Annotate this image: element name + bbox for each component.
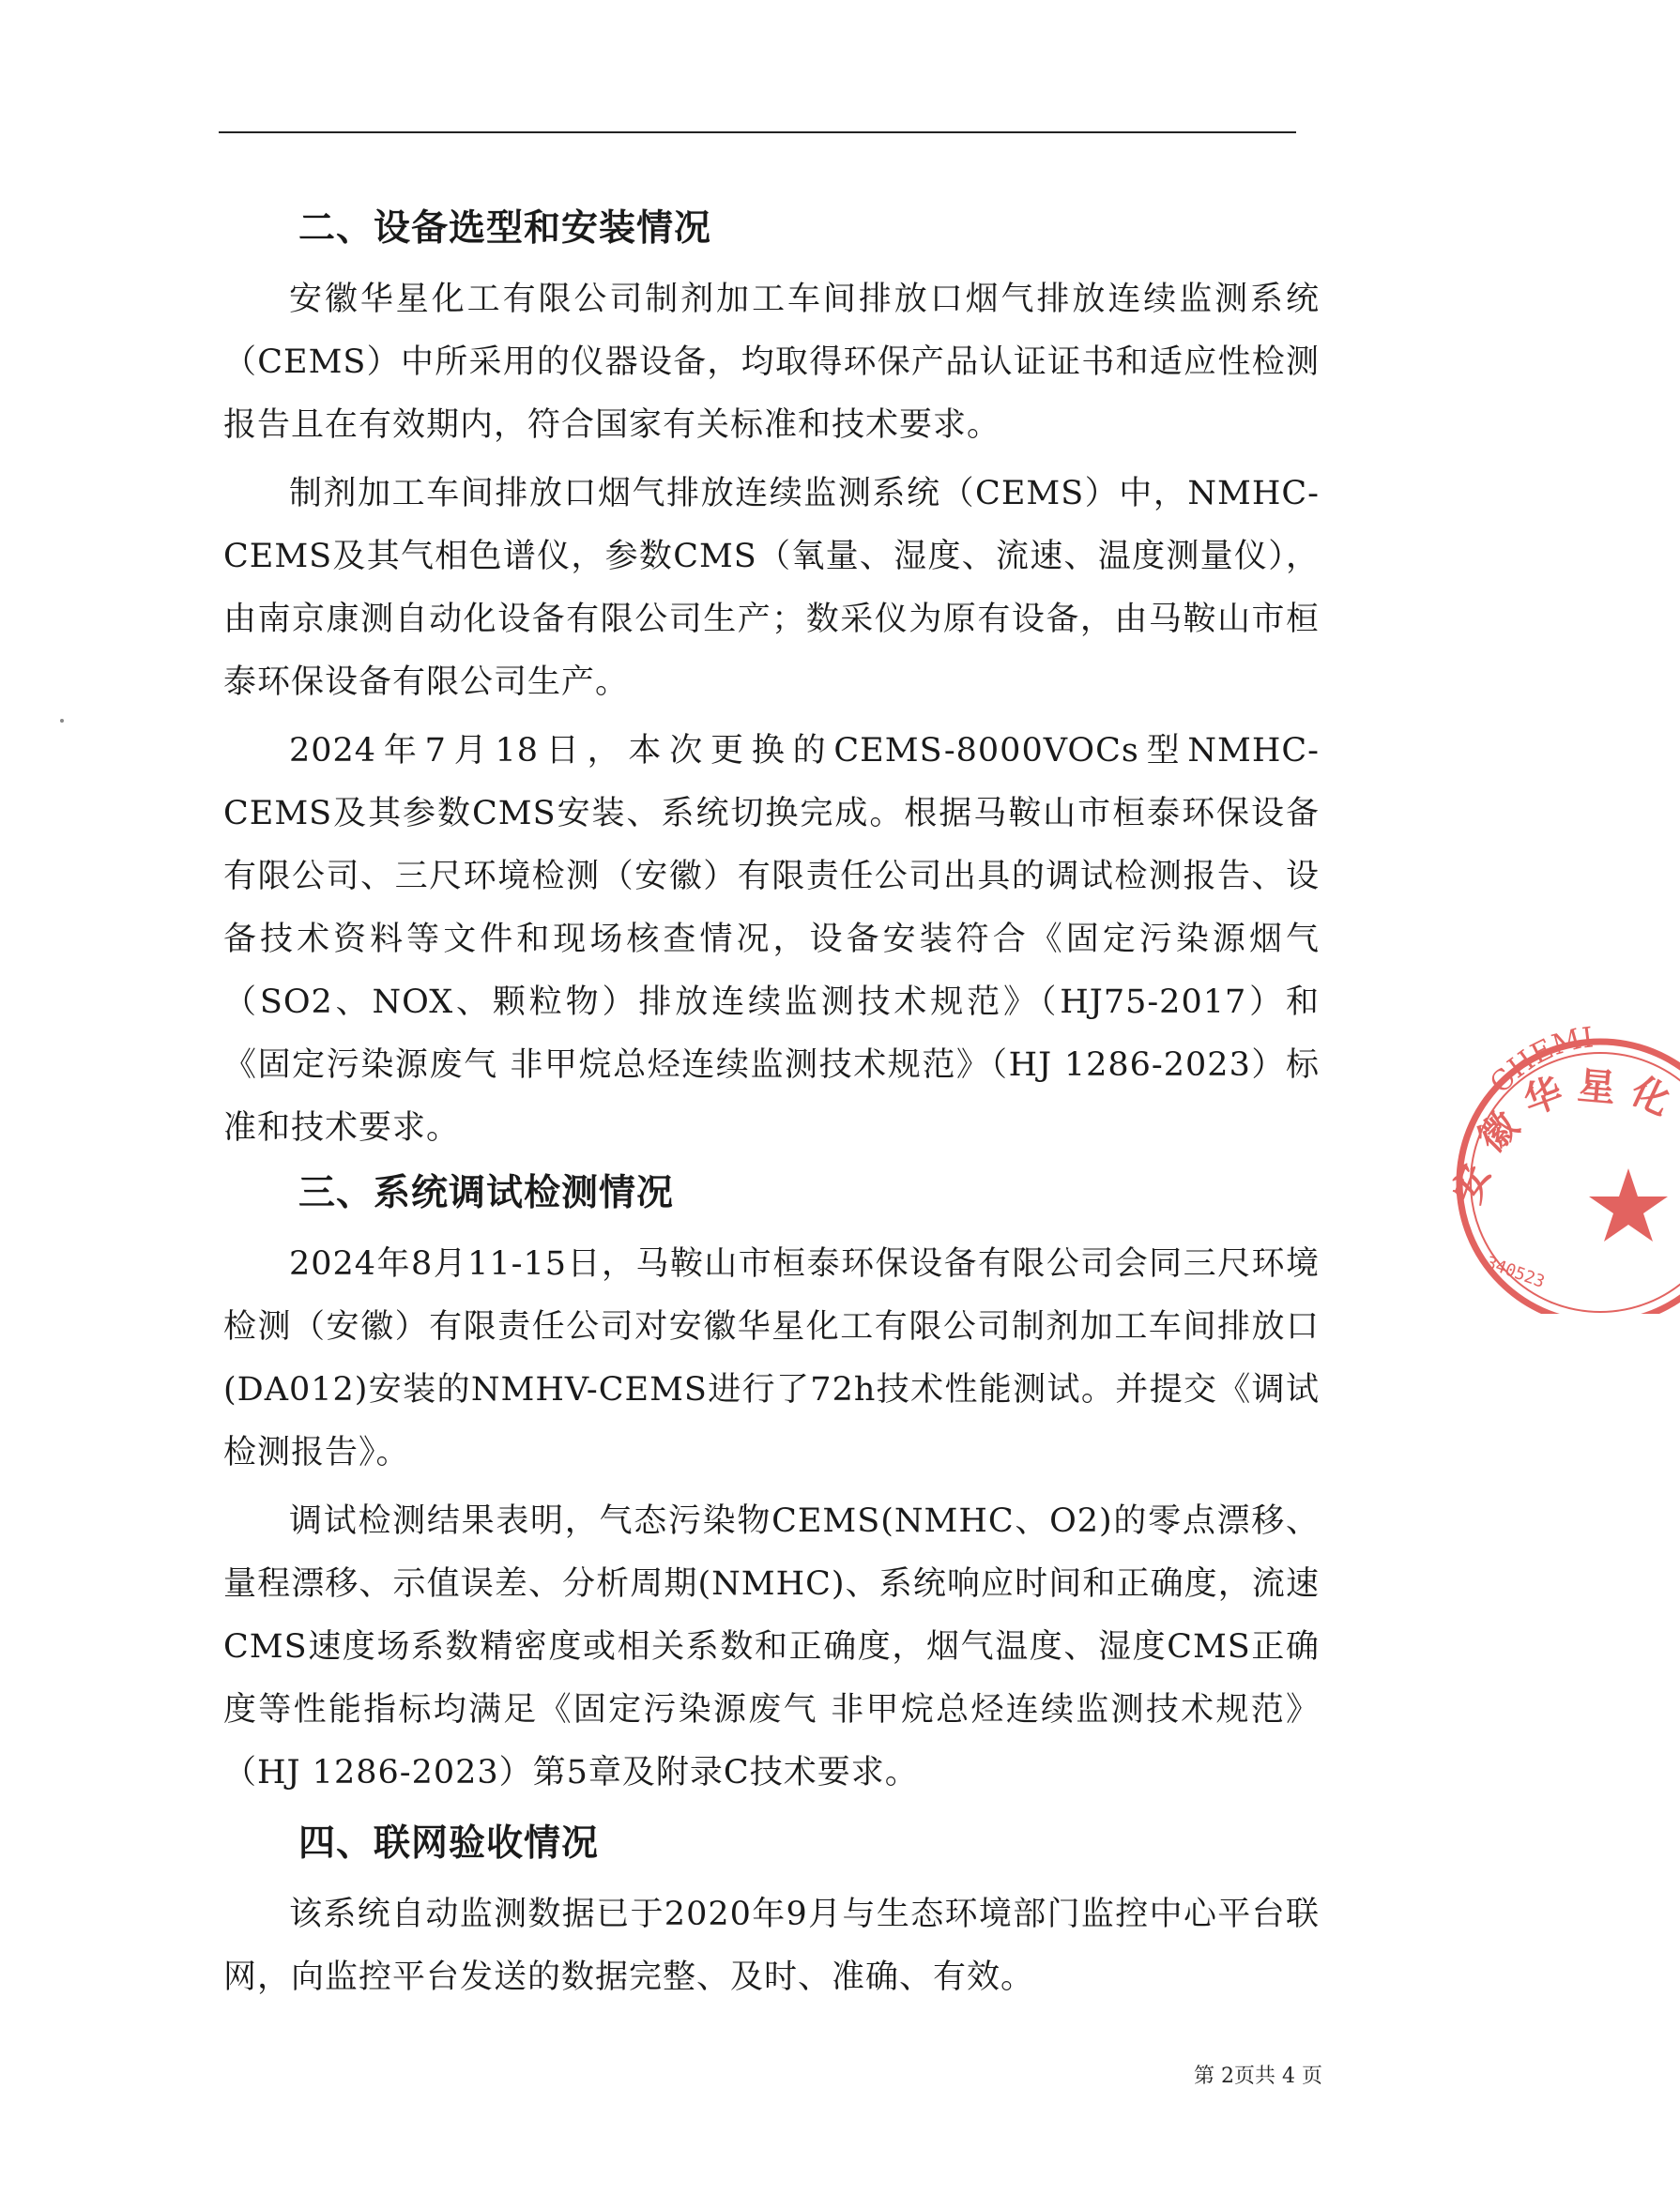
paragraph: 该系统自动监测数据已于2020年9月与生态环境部门监控中心平台联网，向监控平台发送的数据完整、及时、准确、有效。 bbox=[223, 1896, 1320, 1996]
section-commissioning bbox=[223, 1166, 1320, 1805]
paragraph: 2024年8月11-15日，马鞍山市桓泰环保设备有限公司会同三尺环境检测（安徽）有限责任公司对安徽华星化工有限公司制剂加工车间排放口(DA012)安装的NMHV-CEMS进行了72h技术性能测试。并提交《调试检测报告》。 bbox=[223, 1245, 1320, 1471]
section-heading: 三、系统调试检测情况 bbox=[298, 1172, 675, 1214]
company-seal-stamp bbox=[1436, 1014, 1680, 1314]
svg-text:340523: 340523 bbox=[1483, 1252, 1548, 1292]
section-heading: 四、联网验收情况 bbox=[298, 1822, 600, 1865]
svg-text:化: 化 bbox=[1624, 1069, 1677, 1124]
paragraph: 制剂加工车间排放口烟气排放连续监测系统（CEMS）中，NMHC-CEMS及其气相色谱仪，参数CMS（氧量、湿度、流速、温度测量仪），由南京康测自动化设备有限公司生产；数采仪为原有设备，由马鞍山市桓泰环保设备有限公司生产。 bbox=[223, 475, 1320, 701]
section-equipment bbox=[223, 201, 1320, 1160]
paragraph: 安徽华星化工有限公司制剂加工车间排放口烟气排放连续监测系统（CEMS）中所采用的仪器设备，均取得环保产品认证证书和适应性检测报告且在有效期内，符合国家有关标准和技术要求。 bbox=[223, 281, 1320, 444]
svg-text:安: 安 bbox=[1445, 1159, 1500, 1210]
svg-text:华: 华 bbox=[1518, 1070, 1569, 1124]
header-rule bbox=[219, 131, 1296, 133]
paragraph: 2024年7月18日，本次更换的CEMS-8000VOCs型NMHC-CEMS及其参数CMS安装、系统切换完成。根据马鞍山市桓泰环保设备有限公司、三尺环境检测（安徽）有限责任公司出具的调试检测报告、设备技术资料等文件和现场核查情况，设备安装符合《固定污染源烟气（SO2、NOX、颗粒物）排放连续监测技术规范》（HJ75-2017）和《固定污染源废气 非甲烷总烃连续监测技术规范》（HJ 1286-2023）标准和技术要求。 bbox=[223, 732, 1320, 1147]
section-network-acceptance bbox=[223, 1816, 1320, 2009]
svg-text:徽: 徽 bbox=[1470, 1104, 1528, 1162]
document-body bbox=[223, 197, 1320, 2015]
seal-latin-text: CHEMI bbox=[1484, 1021, 1596, 1101]
scan-speck bbox=[60, 719, 64, 723]
section-heading: 二、设备选型和安装情况 bbox=[298, 207, 712, 250]
paragraph: 调试检测结果表明，气态污染物CEMS(NMHC、O2)的零点漂移、量程漂移、示值误差、分析周期(NMHC)、系统响应时间和正确度，流速CMS速度场系数精密度或相关系数和正确度，烟气温度、湿度CMS正确度等性能指标均满足《固定污染源废气 非甲烷总烃连续监测技术规范》（HJ 1286-2023）第5章及附录C技术要求。 bbox=[223, 1502, 1320, 1791]
page-number: 第 2页共 4 页 bbox=[1194, 2065, 1322, 2088]
svg-text:星: 星 bbox=[1576, 1064, 1617, 1111]
